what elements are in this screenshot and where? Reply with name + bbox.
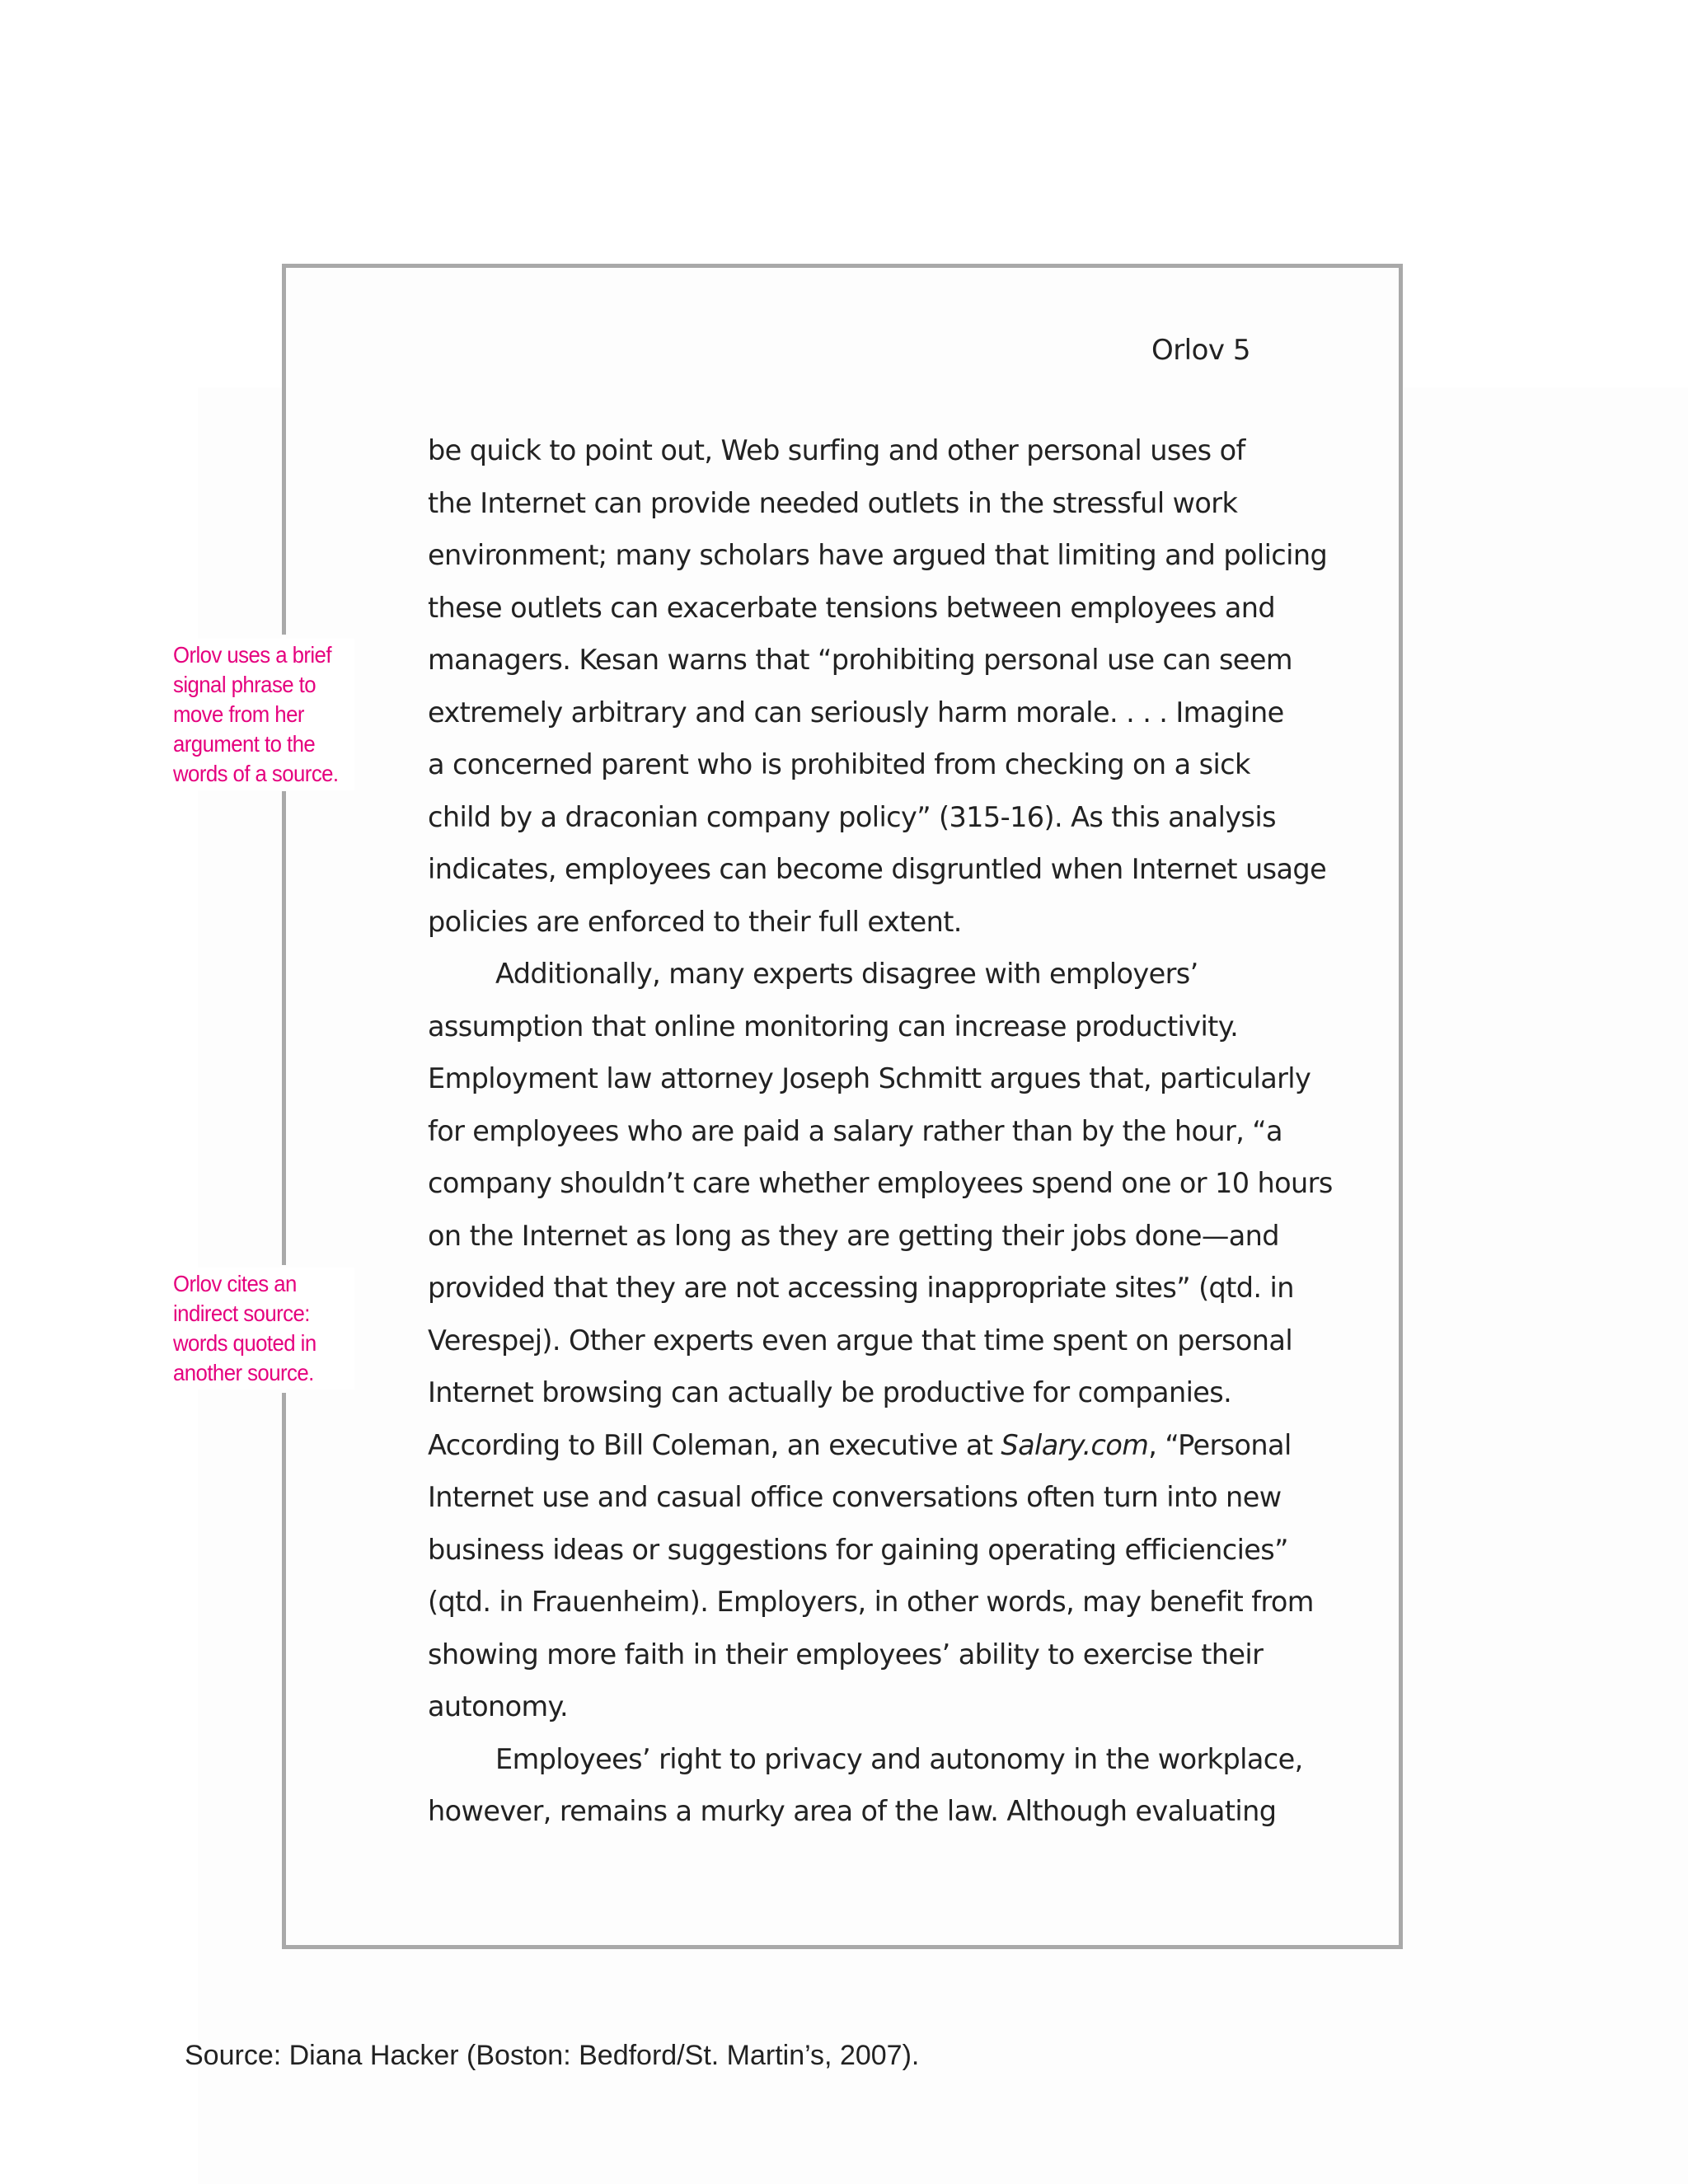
- body-line: however, remains a murky area of the law. Although evaluating: [428, 1795, 1277, 1827]
- body-line-with-italic: [428, 1419, 1292, 1472]
- body-line: business ideas or suggestions for gaining operating efficiencies”: [428, 1533, 1288, 1566]
- body-line: for employees who are paid a salary rather than by the hour, “a: [428, 1114, 1282, 1147]
- body-line: policies are enforced to their full extent.: [428, 905, 962, 938]
- margin-annotation-signal-phrase: [173, 639, 355, 790]
- margin-annotation-indirect-source: [173, 1268, 355, 1390]
- body-line: the Internet can provide needed outlets in the stressful work: [428, 486, 1238, 519]
- annotation-line: words quoted in: [173, 1330, 316, 1356]
- annotation-line: move from her: [173, 701, 304, 727]
- body-line: showing more faith in their employees’ ability to exercise their: [428, 1638, 1264, 1671]
- body-line: (qtd. in Frauenheim). Employers, in other words, may benefit from: [428, 1586, 1314, 1618]
- body-line: a concerned parent who is prohibited from checking on a sick: [428, 748, 1250, 780]
- annotation-line: another source.: [173, 1360, 314, 1385]
- body-line: company shouldn’t care whether employees spend one or 10 hours: [428, 1167, 1333, 1199]
- annotation-line: Orlov uses a brief: [173, 642, 331, 668]
- body-line: be quick to point out, Web surfing and other personal uses of: [428, 434, 1245, 466]
- body-line: extremely arbitrary and can seriously harm morale. . . . Imagine: [428, 696, 1284, 729]
- annotation-line: indirect source:: [173, 1301, 310, 1326]
- body-line: managers. Kesan warns that “prohibiting personal use can seem: [428, 644, 1292, 676]
- source-credit: Source: Diana Hacker (Boston: Bedford/St. Martin’s, 2007).: [185, 2040, 920, 2071]
- body-text: [428, 424, 1333, 1838]
- paragraph-start-line: Employees’ right to privacy and autonomy in the workplace,: [495, 1742, 1303, 1775]
- body-line: these outlets can exacerbate tensions between employees and: [428, 591, 1276, 624]
- body-line: environment; many scholars have argued that limiting and policing: [428, 539, 1328, 571]
- annotation-line: words of a source.: [173, 761, 339, 786]
- body-line: child by a draconian company policy” (315-16). As this analysis: [428, 800, 1276, 833]
- annotation-line: argument to the: [173, 731, 316, 757]
- body-line: autonomy.: [428, 1690, 569, 1722]
- body-line: provided that they are not accessing inappropriate sites” (qtd. in: [428, 1272, 1294, 1304]
- body-line: Employment law attorney Joseph Schmitt argues that, particularly: [428, 1062, 1311, 1094]
- body-line: on the Internet as long as they are getting their jobs done—and: [428, 1219, 1279, 1252]
- body-line: Internet browsing can actually be productive for companies.: [428, 1376, 1232, 1408]
- line-text: According to Bill Coleman, an executive at: [428, 1428, 1001, 1461]
- paragraph-start-line: Additionally, many experts disagree with employers’: [495, 958, 1198, 990]
- annotation-line: signal phrase to: [173, 672, 316, 697]
- paper-page: [282, 264, 1403, 1949]
- italic-website-name: Salary.com: [1001, 1428, 1149, 1461]
- body-line: Verespej). Other experts even argue that time spent on personal: [428, 1324, 1293, 1357]
- running-head: Orlov 5: [1151, 334, 1250, 367]
- body-line: assumption that online monitoring can increase productivity.: [428, 1010, 1239, 1043]
- body-line: Internet use and casual office conversations often turn into new: [428, 1481, 1282, 1513]
- body-line: indicates, employees can become disgruntled when Internet usage: [428, 853, 1327, 885]
- line-text: , “Personal: [1148, 1428, 1292, 1461]
- annotation-line: Orlov cites an: [173, 1271, 297, 1296]
